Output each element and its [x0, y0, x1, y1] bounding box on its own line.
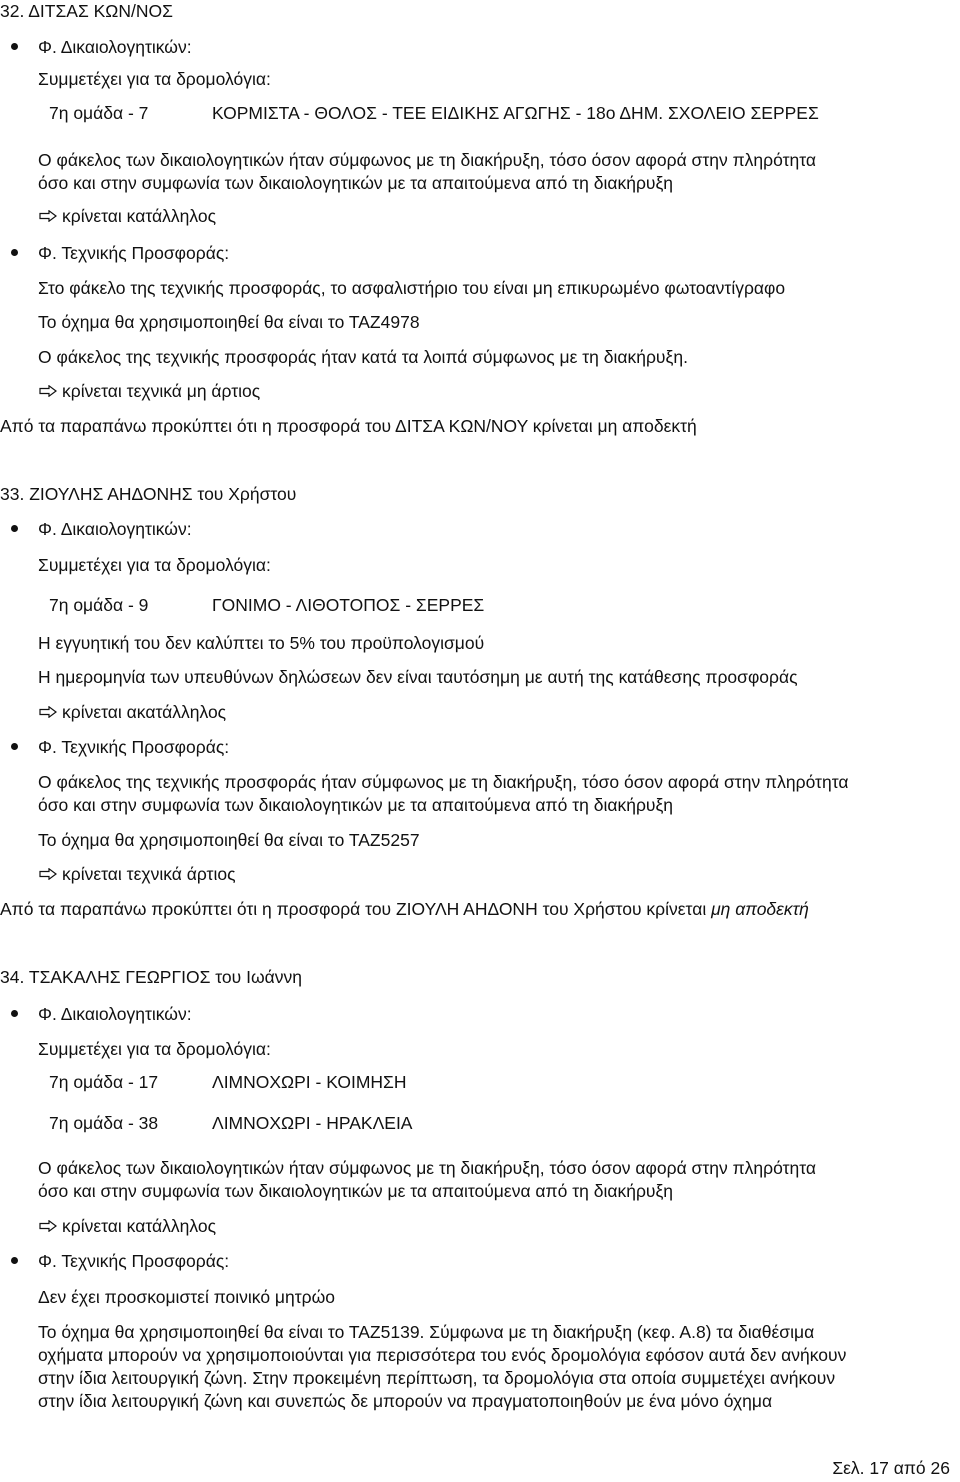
section-34-route-1-group: 7η ομάδα - 17 [49, 1072, 159, 1092]
section-32-verdict-documents: κρίνεται κατάλληλος [62, 206, 216, 226]
section-32-participates-label: Συμμετέχει για τα δρομολόγια: [38, 69, 271, 89]
bullet-icon [11, 525, 18, 532]
section-32-conclusion: Από τα παραπάνω προκύπτει ότι η προσφορά του ΔΙΤΣΑ ΚΩΝ/ΝΟΥ κρίνεται μη αποδεκτή [0, 416, 697, 436]
arrow-right-icon [39, 706, 57, 718]
section-34-route-2-group: 7η ομάδα - 38 [49, 1113, 159, 1133]
section-32-heading: 32. ΔΙΤΣΑΣ ΚΩΝ/ΝΟΣ [0, 1, 173, 21]
section-32-docs-paragraph-line-1: Ο φάκελος των δικαιολογητικών ήταν σύμφωνος με τη διακήρυξη, τόσο όσον αφορά στην πληρότητα [38, 150, 817, 170]
section-32-route-name: ΚΟΡΜΙΣΤΑ - ΘΟΛΟΣ - ΤΕΕ ΕΙΔΙΚΗΣ ΑΓΩΓΗΣ - 18ο ΔΗΜ. ΣΧΟΛΕΙΟ ΣΕΡΡΕΣ [212, 103, 819, 123]
arrow-right-icon [39, 1220, 57, 1232]
section-32-technical-note-1: Στο φάκελο της τεχνικής προσφοράς, το ασφαλιστήριο του είναι μη επικυρωμένο φωτοαντίγραφο [38, 278, 786, 298]
section-33-conclusion-emphasis: μη αποδεκτή [711, 899, 809, 919]
section-32-technical-note-3: Ο φάκελος της τεχνικής προσφοράς ήταν κατά τα λοιπά σύμφωνος με τη διακήρυξη. [38, 347, 688, 367]
bullet-icon [11, 249, 18, 256]
bullet-icon [11, 743, 18, 750]
section-34-technical-paragraph-line-3: στην ίδια λειτουργική ζώνη. Στην προκειμένη περίπτωση, τα δρομολόγια στα οποία συμμετέχει ανήκουν [38, 1368, 836, 1388]
section-34-documents-label: Φ. Δικαιολογητικών: [38, 1004, 192, 1024]
section-33-verdict-documents: κρίνεται ακατάλληλος [62, 702, 227, 722]
section-34-technical-note-1: Δεν έχει προσκομιστεί ποινικό μητρώο [38, 1287, 336, 1307]
arrow-right-icon [39, 210, 57, 222]
section-33-heading: 33. ΖΙΟΥΛΗΣ ΑΗΔΟΝΗΣ του Χρήστου [0, 484, 297, 504]
section-32-technical-note-2: Το όχημα θα χρησιμοποιηθεί θα είναι το ΤΑΖ4978 [38, 312, 420, 332]
section-33-participates-label: Συμμετέχει για τα δρομολόγια: [38, 555, 271, 575]
section-34-route-1-name: ΛΙΜΝΟΧΩΡΙ - ΚΟΙΜΗΣΗ [212, 1072, 407, 1092]
bullet-icon [11, 1010, 18, 1017]
section-34-technical-paragraph-line-1: Το όχημα θα χρησιμοποιηθεί θα είναι το ΤΑΖ5139. Σύμφωνα με τη διακήρυξη (κεφ. Α.8) τα διαθέσιμα [38, 1322, 815, 1342]
section-33-verdict-technical: κρίνεται τεχνικά άρτιος [62, 864, 236, 884]
section-32-verdict-technical: κρίνεται τεχνικά μη άρτιος [62, 381, 261, 401]
section-34-route-2-name: ΛΙΜΝΟΧΩΡΙ - ΗΡΑΚΛΕΙΑ [212, 1113, 413, 1133]
section-32-route-group: 7η ομάδα - 7 [49, 103, 149, 123]
section-32-technical-label: Φ. Τεχνικής Προσφοράς: [38, 243, 230, 263]
page-number: Σελ. 17 από 26 [832, 1458, 950, 1478]
section-34-docs-paragraph-line-1: Ο φάκελος των δικαιολογητικών ήταν σύμφωνος με τη διακήρυξη, τόσο όσον αφορά στην πληρότητα [38, 1158, 817, 1178]
section-33-route-name: ΓΟΝΙΜΟ - ΛΙΘΟΤΟΠΟΣ - ΣΕΡΡΕΣ [212, 595, 485, 615]
section-34-verdict-documents: κρίνεται κατάλληλος [62, 1216, 216, 1236]
section-32-docs-paragraph-line-2: όσο και στην συμφωνία των δικαιολογητικών με τα απαιτούμενα από τη διακήρυξη [38, 173, 674, 193]
section-34-docs-paragraph-line-2: όσο και στην συμφωνία των δικαιολογητικών με τα απαιτούμενα από τη διακήρυξη [38, 1181, 674, 1201]
bullet-icon [11, 43, 18, 50]
section-34-participates-label: Συμμετέχει για τα δρομολόγια: [38, 1039, 271, 1059]
section-34-technical-paragraph-line-4: στην ίδια λειτουργική ζώνη και συνεπώς δε μπορούν να πραγματοποιηθούν με ένα μόνο όχημα [38, 1391, 773, 1411]
section-33-technical-note-1: Το όχημα θα χρησιμοποιηθεί θα είναι το ΤΑΖ5257 [38, 830, 420, 850]
section-32-documents-label: Φ. Δικαιολογητικών: [38, 37, 192, 57]
section-33-route-group: 7η ομάδα - 9 [49, 595, 149, 615]
section-33-technical-label: Φ. Τεχνικής Προσφοράς: [38, 737, 230, 757]
section-33-documents-note-1: Η εγγυητική του δεν καλύπτει το 5% του προϋπολογισμού [38, 633, 485, 653]
arrow-right-icon [39, 385, 57, 397]
bullet-icon [11, 1257, 18, 1264]
section-33-technical-paragraph-line-1: Ο φάκελος της τεχνικής προσφοράς ήταν σύμφωνος με τη διακήρυξη, τόσο όσον αφορά στην πληρότητα [38, 772, 849, 792]
section-34-technical-paragraph-line-2: οχήματα μπορούν να χρησιμοποιούνται για περισσότερα του ενός δρομολόγια εφόσον αυτά δεν ανήκουν [38, 1345, 847, 1365]
section-33-conclusion-text: Από τα παραπάνω προκύπτει ότι η προσφορά του ΖΙΟΥΛΗ ΑΗΔΟΝΗ του Χρήστου κρίνεται [0, 899, 712, 919]
section-34-heading: 34. ΤΣΑΚΑΛΗΣ ΓΕΩΡΓΙΟΣ του Ιωάννη [0, 967, 302, 987]
section-33-documents-note-2: Η ημερομηνία των υπευθύνων δηλώσεων δεν είναι ταυτόσημη με αυτή της κατάθεσης προσφοράς [38, 667, 798, 687]
section-33-technical-paragraph-line-2: όσο και στην συμφωνία των δικαιολογητικών με τα απαιτούμενα από τη διακήρυξη [38, 795, 674, 815]
section-33-conclusion [0, 898, 809, 920]
arrow-right-icon [39, 868, 57, 880]
section-34-technical-label: Φ. Τεχνικής Προσφοράς: [38, 1251, 230, 1271]
section-33-documents-label: Φ. Δικαιολογητικών: [38, 519, 192, 539]
